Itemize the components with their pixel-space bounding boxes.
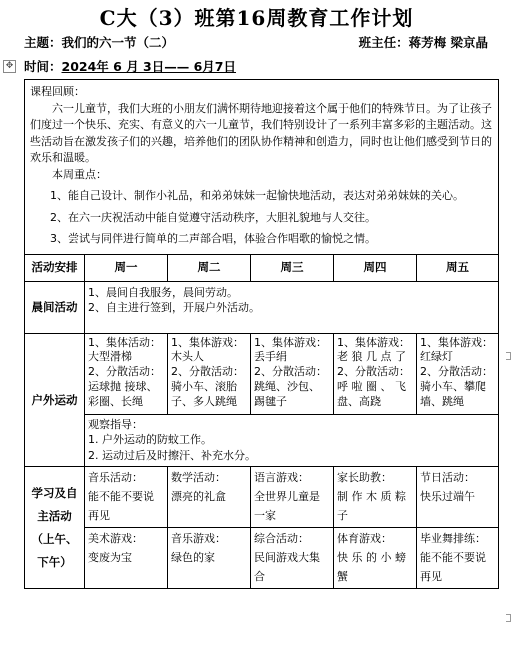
teacher-value: 蒋芳梅 梁京晶 xyxy=(408,35,488,50)
outdoor-fri xyxy=(417,333,499,414)
observation-line: 2. 运动过后及时擦汗、补充水分。 xyxy=(88,449,256,463)
cell-line: 1、集体游戏： xyxy=(337,335,410,349)
review-heading: 课程回顾： xyxy=(30,85,85,98)
cell-line: 能不能不要说 xyxy=(420,551,486,565)
study-label-line: 主活动 xyxy=(37,508,72,523)
study-wed-2 xyxy=(251,528,334,589)
theme-row xyxy=(24,33,494,51)
cell-line: 踢毽子 xyxy=(254,394,287,408)
cell-line: 美术游戏： xyxy=(88,532,143,546)
observation-line: 1. 户外运动的防蚊工作。 xyxy=(88,433,212,447)
goal-item: 2、在六一庆祝活动中能自觉遵守活动秩序，大胆礼貌地与人交往。 xyxy=(50,210,376,224)
header-day-fri: 周五 xyxy=(417,254,499,281)
cell-line: 变废为宝 xyxy=(88,551,132,565)
cell-line: 能不能不要说 xyxy=(88,490,154,503)
cell-line: 1、集体游戏： xyxy=(420,335,493,349)
header-activity: 活动安排 xyxy=(25,254,85,281)
cell-line: 2、分散活动： xyxy=(337,365,410,379)
teacher-info xyxy=(359,33,488,51)
cell-line: 1、集体游戏： xyxy=(171,335,244,349)
cell-line: 老 狼 几 点 了 xyxy=(337,350,406,364)
cell-line: 子 xyxy=(337,508,348,522)
study-wed-1 xyxy=(251,467,334,528)
cell-line: 木头人 xyxy=(171,350,204,364)
cell-line: 一家 xyxy=(254,508,276,522)
study-label-line: （上午、 xyxy=(31,531,78,546)
cell-line: 家长助教： xyxy=(337,471,392,485)
cell-line: 数学活动： xyxy=(171,471,226,485)
cell-line: 体育游戏： xyxy=(337,532,392,546)
cell-line: 快乐过端午 xyxy=(420,490,475,503)
focus-heading: 本周重点： xyxy=(52,167,107,181)
cell-line: 综合活动： xyxy=(254,532,309,546)
theme-value: 我们的六一节（二） xyxy=(61,35,175,50)
cell-line: 语言游戏： xyxy=(254,471,309,485)
cell-line: 丢手绢 xyxy=(254,350,287,364)
paragraph-mark-icon xyxy=(506,614,511,622)
cell-line: 全世界儿童是 xyxy=(254,490,320,503)
goal-item: 3、尝试与同伴进行简单的二声部合唱，体验合作唱歌的愉悦之情。 xyxy=(50,232,376,245)
observation-heading: 观察指导： xyxy=(88,417,143,431)
cell-line: 2、分散活动： xyxy=(171,365,244,379)
study-thu-1 xyxy=(334,467,417,528)
study-label-line: 下午） xyxy=(37,554,72,569)
cell-line: 2、分散活动： xyxy=(420,365,493,379)
theme-label: 主题： xyxy=(24,35,62,50)
cell-line: 2、分散活动： xyxy=(254,365,327,379)
plan-table xyxy=(24,79,499,589)
cell-line: 盘、高跷 xyxy=(337,394,381,408)
cell-line: 呼 啦 圈 、 飞 xyxy=(337,380,406,394)
morning-line: 1、晨间自我服务，晨间劳动。 xyxy=(88,285,238,299)
cell-line: 再见 xyxy=(88,508,110,522)
cell-line: 1、集体活动： xyxy=(88,335,161,349)
cell-line: 彩圈、长绳 xyxy=(88,394,143,408)
cell-line: 运球抛 接球、 xyxy=(88,380,158,394)
paragraph-mark-icon xyxy=(506,352,511,360)
time-row xyxy=(24,57,494,75)
study-label-line: 学习及自 xyxy=(31,485,78,500)
cell-line: 绿色的家 xyxy=(171,551,215,565)
cell-line: 大型滑梯 xyxy=(88,350,132,364)
cell-line: 民间游戏大集 xyxy=(254,551,320,565)
header-day-wed: 周三 xyxy=(251,254,334,281)
page-title: C大（3）班第16周教育工作计划 xyxy=(99,6,414,30)
goal-item: 1、能自己设计、制作小礼品，和弟弟妹妹一起愉快地活动，表达对弟弟妹妹的关心。 xyxy=(50,189,464,202)
time-label: 时间： xyxy=(24,59,62,74)
course-review-cell xyxy=(25,80,499,255)
cell-line: 漂亮的礼盒 xyxy=(171,490,226,503)
header-day-mon: 周一 xyxy=(85,254,168,281)
study-tue-2 xyxy=(168,528,251,589)
observation-guidance xyxy=(85,414,499,467)
cell-line: 红绿灯 xyxy=(420,350,453,364)
study-fri-1 xyxy=(417,467,499,528)
cell-line: 骑小车、攀爬 xyxy=(420,380,486,394)
study-thu-2 xyxy=(334,528,417,589)
morning-label: 晨间活动 xyxy=(25,281,85,333)
cell-line: 2、分散活动： xyxy=(88,365,161,379)
cell-line: 蟹 xyxy=(337,569,348,583)
cell-line: 墙、跳绳 xyxy=(420,394,464,408)
cell-line: 毕业舞排练： xyxy=(420,532,486,546)
cell-line: 音乐活动： xyxy=(88,471,143,485)
teacher-label: 班主任： xyxy=(358,35,409,50)
outdoor-tue xyxy=(168,333,251,414)
study-tue-1 xyxy=(168,467,251,528)
outdoor-wed xyxy=(251,333,334,414)
cell-line: 再见 xyxy=(420,569,442,583)
cell-line: 节日活动： xyxy=(420,471,475,485)
study-label xyxy=(25,467,85,589)
outdoor-mon xyxy=(85,333,168,414)
outdoor-label: 户外运动 xyxy=(25,333,85,467)
study-mon-1 xyxy=(85,467,168,528)
study-fri-2 xyxy=(417,528,499,589)
cell-line: 跳绳、沙包、 xyxy=(254,380,320,394)
cell-line: 1、集体游戏： xyxy=(254,335,327,349)
cell-line: 骑小车、滚胎 xyxy=(171,380,237,394)
cell-line: 子、多人跳绳 xyxy=(171,394,237,408)
time-value: 2024年 6 月 3日—— 6月7日 xyxy=(61,59,237,74)
header-day-tue: 周二 xyxy=(168,254,251,281)
morning-content xyxy=(85,281,499,333)
study-mon-2 xyxy=(85,528,168,589)
header-day-thu: 周四 xyxy=(334,254,417,281)
cell-line: 音乐游戏： xyxy=(171,532,226,546)
cell-line: 制 作 木 质 粽 xyxy=(337,490,406,503)
cell-line: 合 xyxy=(254,569,265,583)
cell-line: 快 乐 的 小 螃 xyxy=(337,551,406,565)
review-paragraph: 六一儿童节，我们大班的小朋友们满怀期待地迎接着这个属于他们的特殊节日。为了让孩子们度过一个快乐、充实、有意义的六一儿童节，我们特别设计了一系列丰富多彩的主题活动。这些活动旨在激发孩子们的兴趣，培养他们的团队协作精神和创造力，同时也让他们感受到节日的欢乐和温暖。 xyxy=(30,101,492,164)
outdoor-thu xyxy=(334,333,417,414)
morning-line: 2、自主进行签到，开展户外活动。 xyxy=(88,301,260,315)
move-icon[interactable]: ✥ xyxy=(3,60,16,73)
